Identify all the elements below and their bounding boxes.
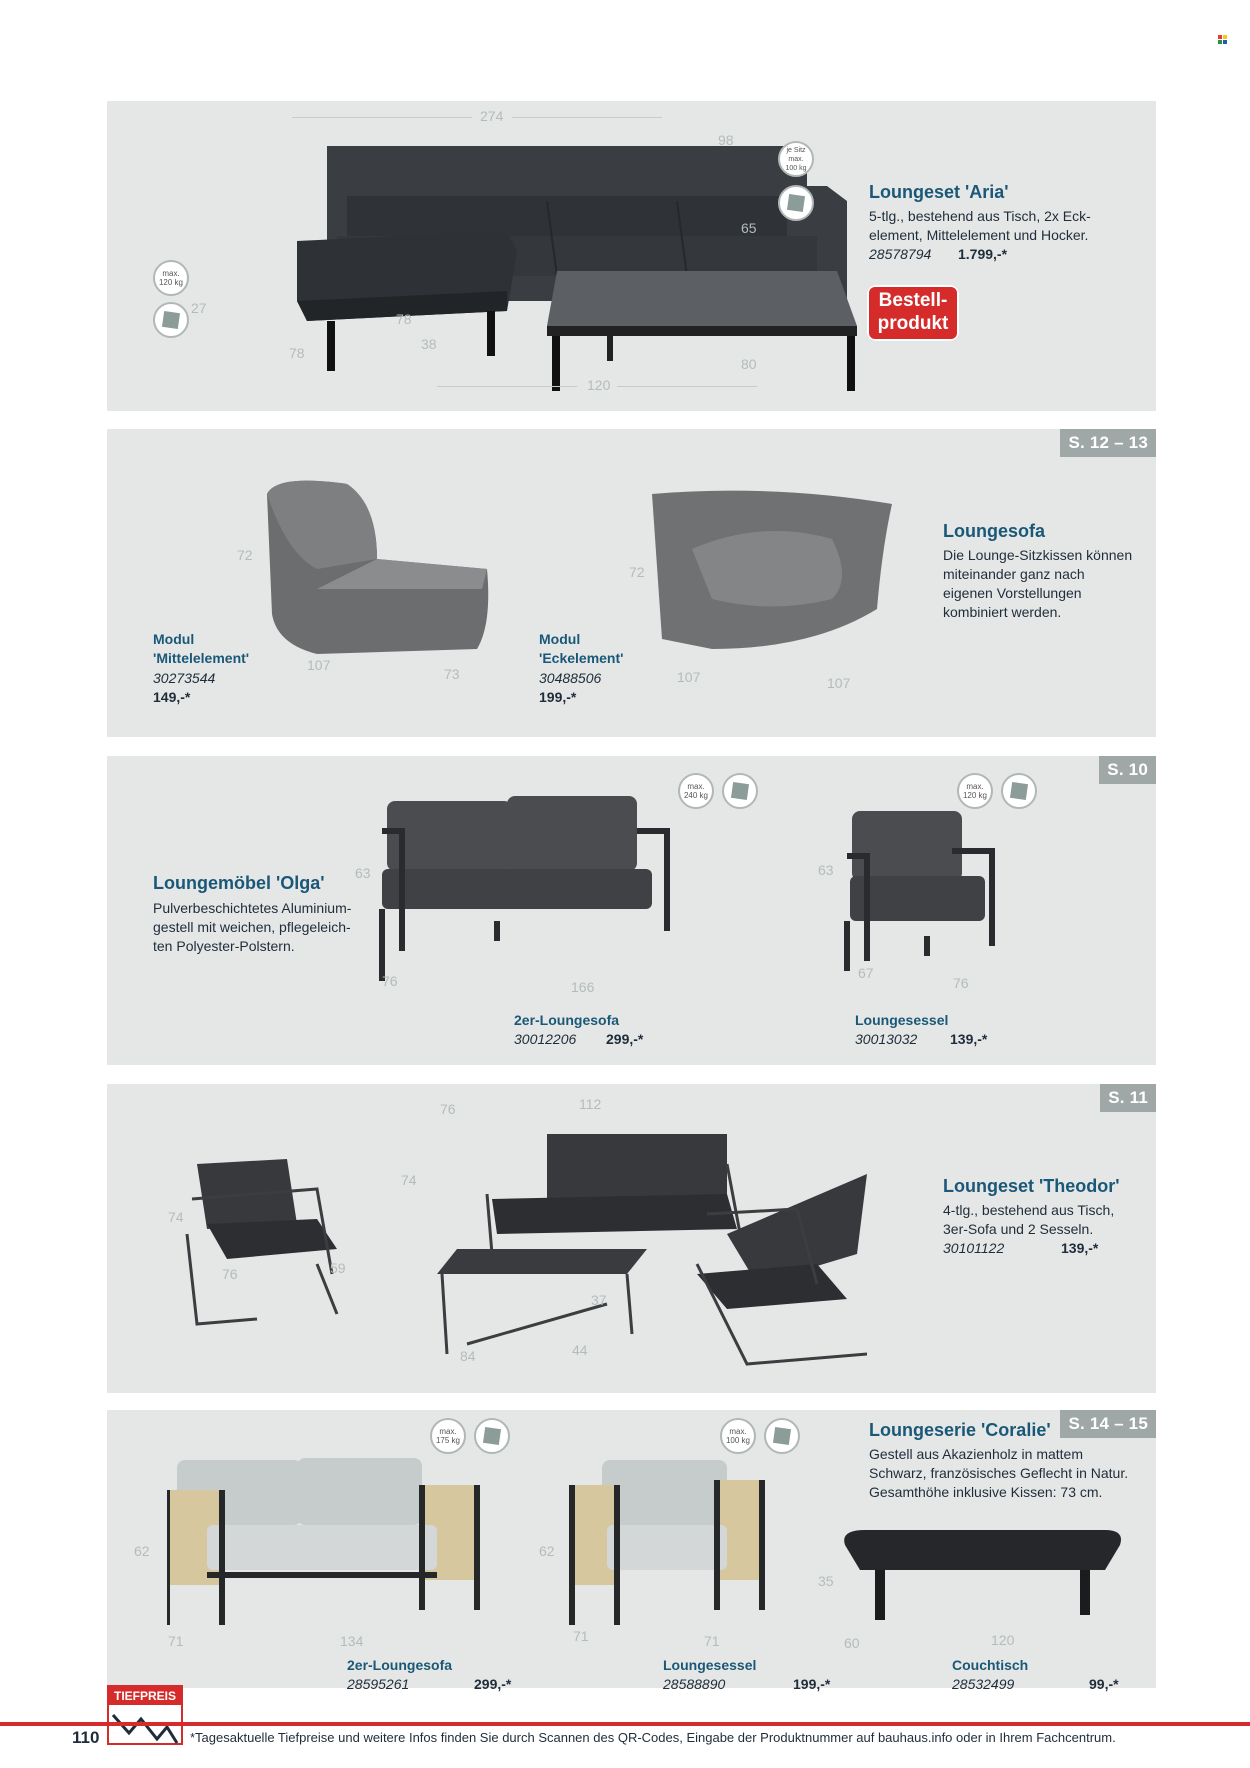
product-label: 2er-Loungesofa xyxy=(347,1657,453,1673)
product-title: Loungesofa xyxy=(943,521,1045,541)
product-label: Modul 'Eckelement' xyxy=(539,631,624,666)
weight-capacity-icon: je Sitz max. 100 kg xyxy=(778,141,814,177)
dim-coralie-sofa-d: 71 xyxy=(168,1633,184,1649)
price: 99,-* xyxy=(1089,1676,1119,1692)
article-number: 28532499 xyxy=(952,1676,1015,1692)
loungesofa-panel xyxy=(107,429,1156,737)
product-label: Loungesessel xyxy=(663,1657,757,1673)
dim-aria-w: 274 xyxy=(480,108,504,124)
dim-olga-sessel-d: 67 xyxy=(858,965,874,981)
price: 139,-* xyxy=(950,1031,988,1047)
dim-theodor-chair-h: 74 xyxy=(168,1209,184,1225)
article-number: 30273544 xyxy=(153,670,216,686)
modul-eckelement-image xyxy=(652,489,897,654)
page-reference-tag: S. 14 – 15 xyxy=(1060,1410,1156,1438)
product-label: Loungesessel xyxy=(855,1012,949,1028)
product-title: Loungeset 'Aria' xyxy=(869,182,1009,202)
product-label: 2er-Loungesofa xyxy=(514,1012,620,1028)
order-product-badge: Bestell- produkt xyxy=(867,285,959,341)
dim-theodor-chair-w: 59 xyxy=(330,1260,346,1276)
dim-line xyxy=(292,117,472,118)
article-number: 30101122 xyxy=(943,1240,1005,1256)
dim-coralie-tisch-d: 60 xyxy=(844,1635,860,1651)
olga-sessel-image xyxy=(842,806,1017,971)
dim-olga-sofa-h: 63 xyxy=(355,865,371,881)
cushion-icon xyxy=(722,773,758,809)
cushion-icon xyxy=(153,302,189,338)
product-title: Loungeserie 'Coralie' xyxy=(869,1420,1051,1440)
dim-theodor-sofa-w: 112 xyxy=(579,1096,602,1112)
price: 139,-* xyxy=(1061,1240,1099,1256)
dim-coralie-sofa-h: 62 xyxy=(134,1543,150,1559)
dim-olga-sofa-d: 76 xyxy=(382,973,398,989)
product-label: Modul 'Mittelelement' xyxy=(153,631,250,666)
dim-olga-sessel-h: 63 xyxy=(818,862,834,878)
coralie-sofa-image xyxy=(167,1450,487,1630)
tiefpreis-badge xyxy=(107,1685,183,1745)
price: 299,-* xyxy=(606,1031,644,1047)
cushion-icon xyxy=(474,1418,510,1454)
dim-aria-h: 65 xyxy=(741,220,757,236)
olga-panel xyxy=(107,756,1156,1065)
aria-panel xyxy=(107,101,1156,411)
cushion-icon xyxy=(778,185,814,221)
dim-coralie-sessel-h: 62 xyxy=(539,1543,555,1559)
dim-eck-h: 72 xyxy=(629,564,645,580)
coralie-couchtisch-image xyxy=(835,1525,1135,1625)
weight-capacity-icon: max. 120 kg xyxy=(153,260,189,296)
product-description: Pulverbeschichtetes Aluminium- gestell mit weichen, pflegeleich- ten Polyester-Polstern. xyxy=(153,900,352,954)
dim-aria-hocker-d: 78 xyxy=(396,311,412,327)
dim-theodor-chair-d: 76 xyxy=(222,1266,238,1282)
page-number: 110 xyxy=(72,1728,100,1747)
price: 1.799,-* xyxy=(958,246,1008,262)
dim-theodor-table-w: 84 xyxy=(460,1348,476,1364)
dim-mittel-w: 107 xyxy=(307,657,331,673)
dim-aria-table-h: 38 xyxy=(421,336,437,352)
article-number: 28578794 xyxy=(869,246,932,262)
modul-mittelelement-image xyxy=(257,474,497,654)
dim-olga-sessel-w: 76 xyxy=(953,975,969,991)
olga-sofa-image xyxy=(377,791,707,981)
price: 199,-* xyxy=(793,1676,831,1692)
dim-theodor-table-h: 37 xyxy=(591,1292,607,1308)
article-number: 28588890 xyxy=(663,1676,726,1692)
brand-mark-icon xyxy=(1218,35,1227,44)
dim-theodor-sofa-d: 76 xyxy=(440,1101,456,1117)
page-reference-tag: S. 12 – 13 xyxy=(1060,429,1156,457)
coralie-sessel-image xyxy=(567,1450,767,1630)
dim-mittel-h: 72 xyxy=(237,547,253,563)
dim-aria-d: 98 xyxy=(718,132,734,148)
product-label: Couchtisch xyxy=(952,1657,1029,1673)
tiefpreis-label: TIEFPREIS xyxy=(109,1687,181,1705)
dim-aria-table-d: 80 xyxy=(741,356,757,372)
dim-line xyxy=(437,386,577,387)
cushion-icon xyxy=(764,1418,800,1454)
coralie-panel xyxy=(107,1410,1156,1692)
dim-aria-hocker-h: 27 xyxy=(191,300,207,316)
dim-theodor-table-d: 44 xyxy=(572,1342,588,1358)
weight-capacity-icon: max. 120 kg xyxy=(957,773,993,809)
dim-mittel-d: 73 xyxy=(444,666,460,682)
dim-eck-w2: 107 xyxy=(827,675,851,691)
product-description: 4-tlg., bestehend aus Tisch, 3er-Sofa und 2 Sesseln. xyxy=(943,1202,1115,1237)
theodor-panel xyxy=(107,1084,1156,1393)
dim-theodor-sofa-h: 74 xyxy=(401,1172,417,1188)
weight-capacity-icon: max. 175 kg xyxy=(430,1418,466,1454)
price: 299,-* xyxy=(474,1676,512,1692)
product-title: Loungeset 'Theodor' xyxy=(943,1176,1120,1196)
article-number: 30013032 xyxy=(855,1031,918,1047)
dim-coralie-sessel-d: 71 xyxy=(573,1628,589,1644)
article-number: 28595261 xyxy=(347,1676,410,1692)
price: 199,-* xyxy=(539,689,577,705)
cushion-icon xyxy=(1001,773,1037,809)
dim-aria-hocker-w: 78 xyxy=(289,345,305,361)
page-reference-tag: S. 10 xyxy=(1099,756,1156,784)
dim-coralie-sessel-w: 71 xyxy=(704,1633,720,1649)
dim-line xyxy=(512,117,662,118)
product-description: Gestell aus Akazienholz in mattem Schwarz, französisches Geflecht in Natur. Gesamthöhe inklusive Kissen: 73 cm. xyxy=(869,1446,1129,1500)
footnote: *Tagesaktuelle Tiefpreise und weitere Infos finden Sie durch Scannen des QR-Codes, Eingabe der Produktnummer auf bauhaus.info oder in Ihrem Fachcentrum. xyxy=(190,1730,1116,1745)
theodor-set-image xyxy=(167,1114,867,1379)
footer-bar xyxy=(0,1722,1250,1726)
price: 149,-* xyxy=(153,689,191,705)
dim-aria-table-w: 120 xyxy=(587,377,611,393)
product-description: 5-tlg., bestehend aus Tisch, 2x Eck- element, Mittelelement und Hocker. xyxy=(869,208,1091,243)
article-number: 30012206 xyxy=(514,1031,577,1047)
product-description: Die Lounge-Sitzkissen können miteinander ganz nach eigenen Vorstellungen kombiniert werden. xyxy=(943,547,1133,620)
aria-loungeset-image xyxy=(217,126,867,391)
page-reference-tag: S. 11 xyxy=(1100,1084,1156,1112)
weight-capacity-icon: max. 100 kg xyxy=(720,1418,756,1454)
dim-coralie-tisch-h: 35 xyxy=(818,1573,834,1589)
dim-coralie-tisch-w: 120 xyxy=(991,1632,1015,1648)
dim-line xyxy=(617,386,757,387)
dim-coralie-sofa-w: 134 xyxy=(340,1633,364,1649)
weight-capacity-icon: max. 240 kg xyxy=(678,773,714,809)
article-number: 30488506 xyxy=(539,670,602,686)
dim-eck-w1: 107 xyxy=(677,669,701,685)
product-title: Loungemöbel 'Olga' xyxy=(153,873,325,893)
dim-olga-sofa-w: 166 xyxy=(571,979,595,995)
